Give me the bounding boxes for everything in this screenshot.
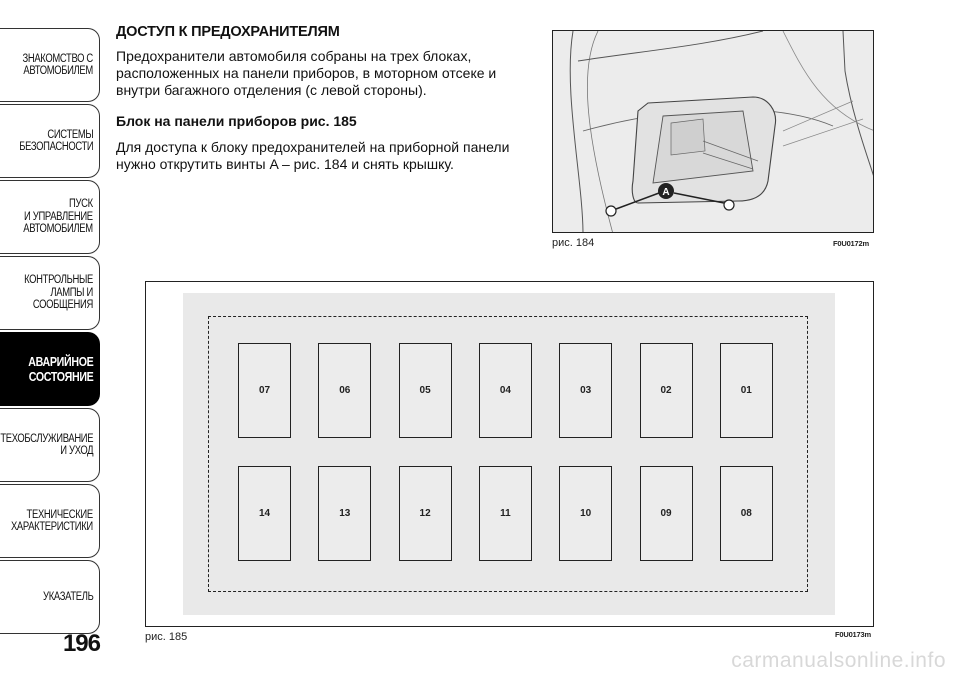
fuse-slot: 01 <box>720 343 773 438</box>
text-column <box>116 24 516 187</box>
tab-starting[interactable] <box>0 180 100 254</box>
tab-label: ТЕХОБСЛУЖИВАНИЕ И УХОД <box>0 432 93 457</box>
fuse-slot: 08 <box>720 466 773 561</box>
tab-specifications[interactable] <box>0 484 100 558</box>
tab-maintenance[interactable] <box>0 408 100 482</box>
figure-185-fuse-box <box>145 281 874 627</box>
tab-safety[interactable] <box>0 104 100 178</box>
tab-emergency[interactable] <box>0 332 100 406</box>
fuse-slot: 04 <box>479 343 532 438</box>
tab-label: СИСТЕМЫ БЕЗОПАСНОСТИ <box>18 128 93 153</box>
fuse-slot: 09 <box>640 466 693 561</box>
dashboard-illustration <box>553 31 874 233</box>
screw-right-icon <box>724 200 734 210</box>
fuse-slot: 12 <box>399 466 452 561</box>
tab-warning-lights[interactable] <box>0 256 100 330</box>
fuse-slot: 02 <box>640 343 693 438</box>
figure-184-caption: рис. 184 <box>552 237 595 249</box>
tab-label: ПУСК И УПРАВЛЕНИЕ АВТОМОБИЛЕМ <box>23 198 93 236</box>
watermark: carmanualsonline.info <box>731 649 946 672</box>
page-number: 196 <box>62 630 100 657</box>
tab-label: ЗНАКОМСТВО С АВТОМОБИЛЕМ <box>22 52 94 77</box>
fuse-slot: 10 <box>559 466 612 561</box>
figure-185-caption: рис. 185 <box>145 631 188 643</box>
tab-label: АВАРИЙНОЕ СОСТОЯНИЕ <box>27 354 93 384</box>
fuse-slot: 03 <box>559 343 612 438</box>
fuse-slot: 07 <box>238 343 291 438</box>
fuse-panel <box>183 293 835 615</box>
intro-paragraph: Предохранители автомобиля собраны на трех блоках, расположенных на панели приборов, в моторном отсеке и внутри багажного отделения (с левой стороны). <box>116 48 497 98</box>
figure-185-code: F0U0173m <box>835 630 871 639</box>
subsection-heading: Блок на панели приборов рис. 185 <box>116 113 357 129</box>
figure-184-dashboard-panel <box>552 30 874 233</box>
screw-left-icon <box>606 206 616 216</box>
fuse-slot: 06 <box>318 343 371 438</box>
fuse-slot: 11 <box>479 466 532 561</box>
section-heading: ДОСТУП К ПРЕДОХРАНИТЕЛЯМ <box>116 24 340 40</box>
tab-index[interactable] <box>0 560 100 634</box>
fuse-slot: 05 <box>399 343 452 438</box>
tab-label: УКАЗАТЕЛЬ <box>42 590 93 603</box>
tab-intro[interactable] <box>0 28 100 102</box>
figure-184-code: F0U0172m <box>833 239 869 248</box>
tab-label: КОНТРОЛЬНЫЕ ЛАМПЫ И СООБЩЕНИЯ <box>24 274 93 312</box>
fuse-slot: 14 <box>238 466 291 561</box>
tab-label: ТЕХНИЧЕСКИЕ ХАРАКТЕРИСТИКИ <box>11 508 93 533</box>
marker-a-label: A <box>662 187 670 198</box>
fuse-slot: 13 <box>318 466 371 561</box>
instruction-paragraph: Для доступа к блоку предохранителей на приборной панели нужно открутить винты A – рис. 184 и снять крышку. <box>116 139 510 172</box>
